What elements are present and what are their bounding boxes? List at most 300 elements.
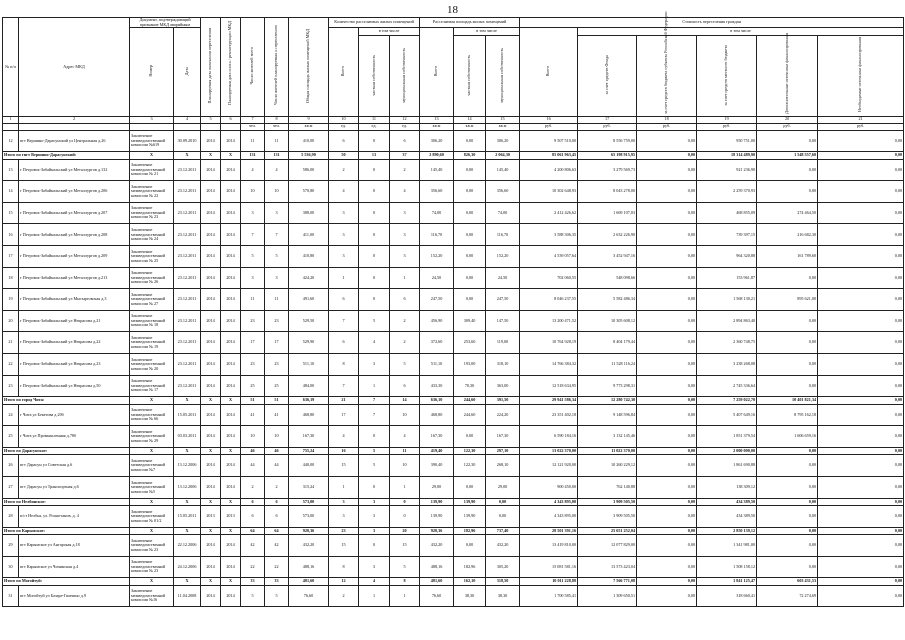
subtotal-cell: 25 651 252,04 — [578, 527, 637, 535]
table-cell: 4 343 895,00 — [520, 506, 578, 528]
units-row — [3, 123, 904, 130]
header-area-municipal: муниципальная собственность — [486, 36, 520, 117]
table-cell: 139,90 — [454, 506, 486, 528]
subtotal-cell: 5 — [359, 447, 390, 455]
table-cell: 20 — [3, 310, 19, 332]
table-cell: 2014 — [221, 246, 241, 268]
table-cell: 30.09.2010 — [174, 130, 201, 152]
table-cell: 5 — [265, 585, 289, 607]
table-cell: 434 389,50 — [697, 506, 757, 528]
subtotal-cell: X — [201, 397, 221, 405]
table-cell: 4 — [329, 181, 359, 203]
table-cell: Заключение межведомственной комиссии № 23 — [130, 535, 174, 557]
table-cell: 0,00 — [818, 130, 904, 152]
table-cell: 2 360 748,75 — [697, 332, 757, 354]
subtotal-cell: X — [174, 447, 201, 455]
table-cell: 74,00 — [486, 202, 520, 224]
table-cell: 0,00 — [454, 267, 486, 289]
table-cell: 1 — [390, 477, 420, 499]
table-cell: 15 081 581,16 — [520, 556, 578, 578]
table-cell: 529,90 — [289, 332, 329, 354]
table-cell: 24,50 — [420, 267, 454, 289]
table-cell: 0,00 — [454, 289, 486, 311]
table-cell: 161 789,60 — [757, 246, 818, 268]
table-cell: 0,00 — [637, 310, 697, 332]
table-cell: 4 200 806,63 — [520, 159, 578, 181]
subtotal-cell: 0,00 — [637, 447, 697, 455]
table-cell: 3 132 145,46 — [578, 426, 637, 448]
table-cell: 488,16 — [420, 556, 454, 578]
table-row — [3, 535, 904, 557]
unit-cell — [174, 123, 201, 130]
subtotal-row — [3, 578, 904, 586]
table-cell: 3 238 268,08 — [697, 354, 757, 376]
subtotal-cell: 2 890,60 — [420, 152, 454, 160]
table-cell: 8 556 759,00 — [578, 130, 637, 152]
table-row — [3, 159, 904, 181]
table-cell: 1 309 650,51 — [578, 585, 637, 607]
column-number-cell: 5 — [201, 116, 221, 123]
table-cell: 2014 — [221, 535, 241, 557]
table-cell: 1 568 130,21 — [697, 289, 757, 311]
table-cell: 1 861 690,88 — [697, 455, 757, 477]
header-total-area: Общая площадь жилых помещений МКД — [289, 18, 329, 117]
table-cell: 11 — [265, 130, 289, 152]
table-cell: пгт Вершино-Дарасунский ул Центральная д.26 — [19, 130, 130, 152]
table-cell: Заключение межведомственной комиссии № 26 — [130, 267, 174, 289]
table-cell: 2014 — [221, 404, 241, 426]
table-cell: г Петровск-Забайкальский ул Металлургов д.208 — [19, 224, 130, 246]
subtotal-cell: X — [130, 447, 174, 455]
table-cell: 0 — [359, 130, 390, 152]
subtotal-cell: 0,00 — [486, 498, 520, 506]
table-cell: 2014 — [201, 332, 221, 354]
table-row — [3, 556, 904, 578]
subtotal-cell: 3 — [359, 498, 390, 506]
subtotal-cell: 0,00 — [637, 152, 697, 160]
column-number-cell: 6 — [221, 116, 241, 123]
subtotal-cell: X — [201, 447, 221, 455]
table-cell: 0,00 — [818, 159, 904, 181]
subtotal-cell: 0,00 — [637, 527, 697, 535]
table-cell: 13.12.2006 — [174, 455, 201, 477]
table-cell: 7 — [329, 375, 359, 397]
header-cost-unneeded: Необходимые источники финансирования — [818, 36, 904, 117]
table-cell: 0,00 — [757, 267, 818, 289]
table-cell: 0 — [359, 477, 390, 499]
subtotal-cell: 0,00 — [637, 397, 697, 405]
unit-cell: руб. — [697, 123, 757, 130]
table-cell: пгт Карымское ул Ангарская д.18 — [19, 535, 130, 557]
table-cell: 2014 — [221, 426, 241, 448]
table-cell: 4 — [329, 426, 359, 448]
unit-cell — [19, 123, 130, 130]
table-cell: 2014 — [201, 404, 221, 426]
table-cell: 3 — [390, 202, 420, 224]
table-cell: 0,00 — [757, 556, 818, 578]
subtotal-row — [3, 447, 904, 455]
header-area-all: Всего — [420, 28, 454, 117]
subtotal-cell: 7 259 022,70 — [697, 397, 757, 405]
table-cell: 13 — [3, 159, 19, 181]
table-cell: г Чита ул Бекетова д.20б — [19, 404, 130, 426]
subtotal-cell: 2 064,30 — [486, 152, 520, 160]
table-cell: 5 407 649,16 — [697, 404, 757, 426]
table-cell: 10 — [265, 426, 289, 448]
table-cell: Заключение межведомственной комиссии № 01/2 — [130, 506, 174, 528]
table-cell: 573,00 — [289, 506, 329, 528]
table-cell: 1 700 585,41 — [520, 585, 578, 607]
unit-cell: ед. — [359, 123, 390, 130]
table-cell: 0,00 — [818, 202, 904, 224]
column-number-row — [3, 116, 904, 123]
subtotal-cell: 122,30 — [454, 447, 486, 455]
table-cell: Заключение межведомственной комиссии № 17 — [130, 375, 174, 397]
table-cell: 0,00 — [818, 354, 904, 376]
subtotal-label: Итого по Дарасунское: — [3, 447, 130, 455]
table-cell: 15 — [329, 535, 359, 557]
subtotal-cell: 573,00 — [289, 498, 329, 506]
table-cell: 15 — [390, 535, 420, 557]
table-cell: 2014 — [201, 246, 221, 268]
table-cell: 3 — [241, 202, 265, 224]
table-cell: 23.12.2011 — [174, 310, 201, 332]
table-cell: 0,00 — [757, 354, 818, 376]
table-cell: 247,50 — [420, 289, 454, 311]
subtotal-cell: 18 314 489,90 — [697, 152, 757, 160]
table-cell: 03.03.2011 — [174, 426, 201, 448]
table-cell: 224,20 — [486, 404, 520, 426]
table-cell: 895 621,00 — [757, 289, 818, 311]
table-cell: 2014 — [201, 556, 221, 578]
subtotal-cell: 20 — [390, 527, 420, 535]
table-cell: 0,00 — [637, 404, 697, 426]
table-cell: 5 — [359, 310, 390, 332]
header-area-group: Расселяемая площадь жилых помещений — [420, 18, 520, 28]
subtotal-cell: X — [221, 152, 241, 160]
header-num: № п/п — [3, 18, 19, 117]
table-cell: пгт Дарасун ул Советская д.6 — [19, 455, 130, 477]
header-cost-incl: в том числе — [578, 28, 904, 36]
table-cell: г Петровск-Забайкальский ул Металлургов д.206 — [19, 181, 130, 203]
table-cell: 11 — [241, 130, 265, 152]
table-cell: 10 — [241, 426, 265, 448]
table-cell: 25 — [241, 375, 265, 397]
table-cell: 119,00 — [486, 332, 520, 354]
unit-cell: чел. — [241, 123, 265, 130]
table-cell: 0 — [359, 267, 390, 289]
table-cell: 152,20 — [420, 246, 454, 268]
subtotal-cell: 65 198 915,95 — [578, 152, 637, 160]
table-cell: 3 — [329, 506, 359, 528]
table-cell: 5 — [359, 455, 390, 477]
table-cell: 0,00 — [637, 332, 697, 354]
table-cell: 390,40 — [420, 455, 454, 477]
table-cell: 0,00 — [454, 224, 486, 246]
table-cell: г Петровск-Забайкальский ул Металлургов д.132 — [19, 159, 130, 181]
table-cell: 10 — [390, 455, 420, 477]
table-cell: 6 — [329, 332, 359, 354]
column-number-cell: 20 — [757, 116, 818, 123]
table-cell: г Петровск-Забайкальский ул Некрасова д.22 — [19, 332, 130, 354]
table-cell: 0,00 — [637, 477, 697, 499]
subtotal-cell: 318,50 — [486, 578, 520, 586]
table-cell: 315,24 — [289, 477, 329, 499]
header-residents-planned: Число жителей планируемых к переселению — [265, 18, 289, 117]
table-cell: 24 — [3, 404, 19, 426]
table-cell: 74,00 — [420, 202, 454, 224]
table-cell: 511,10 — [420, 354, 454, 376]
table-cell: 702 060,55 — [520, 267, 578, 289]
subtotal-cell: X — [130, 578, 174, 586]
table-cell: 147,50 — [486, 310, 520, 332]
unit-cell — [130, 123, 174, 130]
table-cell: 2014 — [221, 181, 241, 203]
table-cell: 31 — [3, 585, 19, 607]
table-cell: 0,00 — [637, 556, 697, 578]
table-cell: 2 894 863,40 — [697, 310, 757, 332]
table-row — [3, 202, 904, 224]
table-cell: 0,00 — [454, 159, 486, 181]
table-cell: 116,70 — [486, 224, 520, 246]
table-cell: Заключение межведомственной комиссии №619 — [130, 130, 174, 152]
subtotal-cell: 0,00 — [818, 152, 904, 160]
unit-cell — [201, 123, 221, 130]
subtotal-cell: 6 — [241, 498, 265, 506]
subtotal-label: Итого по Нелбинское: — [3, 498, 130, 506]
table-cell: 23.12.2011 — [174, 289, 201, 311]
header-cost-group: Стоимость переселения граждан — [520, 18, 904, 28]
column-number-cell: 7 — [241, 116, 265, 123]
table-cell: 24.12.2006 — [174, 556, 201, 578]
subtotal-cell: X — [201, 578, 221, 586]
table-cell: г Петровск-Забайкальский ул Металлургов д.213 — [19, 267, 130, 289]
table-cell: 0,00 — [818, 332, 904, 354]
table-cell: 433,30 — [420, 375, 454, 397]
table-cell: 2014 — [201, 535, 221, 557]
table-cell: 0,00 — [637, 455, 697, 477]
table-cell: 3 — [359, 354, 390, 376]
table-cell: 2014 — [201, 202, 221, 224]
table-body — [3, 123, 904, 607]
table-cell: 2013 — [201, 506, 221, 528]
table-cell: 2014 — [201, 354, 221, 376]
table-cell: 0,00 — [818, 455, 904, 477]
table-cell: 42 — [265, 535, 289, 557]
subtotal-cell: 0,00 — [818, 397, 904, 405]
table-cell: 0,00 — [757, 455, 818, 477]
table-cell: г Петровск-Забайкальский ул Некрасова д.23 — [19, 354, 130, 376]
table-cell: 5 582 486,34 — [578, 289, 637, 311]
subtotal-cell: X — [221, 447, 241, 455]
column-number-cell: 4 — [174, 116, 201, 123]
table-cell: 6 — [241, 506, 265, 528]
subtotal-cell: 23 — [329, 527, 359, 535]
column-number-cell: 17 — [578, 116, 637, 123]
header-rooms-private: частная собственность — [359, 36, 390, 117]
subtotal-cell: 0,00 — [757, 498, 818, 506]
table-cell: 70,30 — [454, 375, 486, 397]
table-cell: 6 — [390, 375, 420, 397]
table-cell: 0 — [359, 289, 390, 311]
unit-cell — [221, 123, 241, 130]
table-cell: 0 — [359, 426, 390, 448]
header-cost-local: за счет средств местного бюджета — [697, 36, 757, 117]
unit-cell: кв.м — [289, 123, 329, 130]
table-cell: г Петровск-Забайкальский ул Некрасова д.50 — [19, 375, 130, 397]
subtotal-cell: 13 022 370,00 — [520, 447, 578, 455]
table-cell: 2014 — [201, 224, 221, 246]
subtotal-row — [3, 498, 904, 506]
table-cell: Заключение межведомственной комиссии №16 — [130, 585, 174, 607]
table-cell: 44 — [241, 455, 265, 477]
table-row — [3, 332, 904, 354]
table-cell: 23 — [265, 310, 289, 332]
subtotal-cell: 5 536,90 — [289, 152, 329, 160]
subtotal-cell: 481,60 — [420, 578, 454, 586]
table-cell: 12 077 829,00 — [578, 535, 637, 557]
table-cell: 2 — [390, 332, 420, 354]
table-cell: 2 632 226,90 — [578, 224, 637, 246]
table-row — [3, 289, 904, 311]
header-cost-regional: за счет средств бюджета субъекта Российской Федерации — [637, 36, 697, 117]
table-cell: Заключение межведомственной комиссии № 23 — [130, 556, 174, 578]
subtotal-cell: X — [221, 578, 241, 586]
subtotal-cell: 603 431,53 — [757, 578, 818, 586]
column-number-cell: 21 — [818, 116, 904, 123]
subtotal-cell: 244,60 — [454, 397, 486, 405]
subtotal-cell: 636,19 — [289, 397, 329, 405]
table-cell: 468,80 — [289, 404, 329, 426]
unit-cell: руб. — [578, 123, 637, 130]
subtotal-cell: 3 — [359, 527, 390, 535]
subtotal-cell: X — [174, 397, 201, 405]
subtotal-cell: X — [221, 397, 241, 405]
table-cell: 2014 — [201, 159, 221, 181]
table-cell: 11 528 116,24 — [578, 354, 637, 376]
table-cell: 0,00 — [818, 585, 904, 607]
table-cell: 23.12.2011 — [174, 332, 201, 354]
table-cell: 22.12.2006 — [174, 535, 201, 557]
subtotal-cell: 131 — [241, 152, 265, 160]
table-cell: 900 450,00 — [520, 477, 578, 499]
header-doc-group: Документ, подтверждающий признание МКД аварийным — [130, 18, 201, 28]
subtotal-cell: 0,00 — [818, 578, 904, 586]
subtotal-cell: 10 401 821,34 — [757, 397, 818, 405]
table-cell: 1 508 158,12 — [697, 556, 757, 578]
table-row — [3, 426, 904, 448]
table-cell: 8 043 278,00 — [578, 181, 637, 203]
subtotal-cell: 139,90 — [454, 498, 486, 506]
subtotal-cell: 0,00 — [818, 447, 904, 455]
table-cell: 2014 — [221, 224, 241, 246]
table-cell: 25 — [3, 426, 19, 448]
table-row — [3, 506, 904, 528]
table-cell: 306,20 — [486, 130, 520, 152]
table-cell: 23.12.2011 — [174, 375, 201, 397]
column-number-cell: 10 — [329, 116, 359, 123]
table-cell: 0,00 — [454, 246, 486, 268]
table-cell: 12 — [3, 130, 19, 152]
subtotal-row — [3, 527, 904, 535]
header-planned-demolition: Планируемая дата сноса / реконструкции МКД — [221, 18, 241, 117]
table-cell: 116,70 — [420, 224, 454, 246]
table-cell: 1 — [329, 267, 359, 289]
table-cell: 0,00 — [454, 535, 486, 557]
table-cell: 76,60 — [420, 585, 454, 607]
table-cell: 0,00 — [818, 181, 904, 203]
table-cell: Заключение межведомственной комиссии № 19 — [130, 332, 174, 354]
table-cell: 0,00 — [637, 535, 697, 557]
table-cell: 5 — [241, 585, 265, 607]
subtotal-cell: 0,00 — [818, 527, 904, 535]
subtotal-cell: X — [201, 527, 221, 535]
table-cell: 23 — [265, 354, 289, 376]
table-cell: 8 — [329, 354, 359, 376]
table-cell: 3 — [390, 246, 420, 268]
subtotal-cell: 139,90 — [420, 498, 454, 506]
header-doc-number: Номер — [130, 28, 174, 117]
table-cell: 10 — [241, 181, 265, 203]
table-cell: 0 — [359, 224, 390, 246]
table-cell: 23.12.2011 — [174, 181, 201, 203]
subtotal-cell: 0,00 — [637, 578, 697, 586]
table-cell: 1 851 379,54 — [697, 426, 757, 448]
table-cell: 247,50 — [486, 289, 520, 311]
table-cell: 23.12.2011 — [174, 354, 201, 376]
subtotal-cell: 7 — [359, 397, 390, 405]
header-rooms-group: Количество расселяемых жилых помещений — [329, 18, 420, 28]
table-cell: 0,00 — [757, 181, 818, 203]
table-cell: 411,00 — [289, 224, 329, 246]
table-cell: 0,00 — [454, 181, 486, 203]
table-cell: 2014 — [221, 289, 241, 311]
subtotal-cell: X — [174, 527, 201, 535]
table-cell: 2 745 336,64 — [697, 375, 757, 397]
subtotal-cell: 2 850 139,12 — [697, 527, 757, 535]
subtotal-cell: 419,40 — [420, 447, 454, 455]
table-cell: 3 — [390, 224, 420, 246]
table-cell: Заключение межведомственной комиссии № 23 — [130, 202, 174, 224]
table-cell: 2014 — [221, 130, 241, 152]
table-cell: 6 — [265, 506, 289, 528]
table-cell: 6 — [329, 130, 359, 152]
table-cell: 19 — [3, 289, 19, 311]
subtotal-cell: 11 — [390, 447, 420, 455]
column-number-cell: 16 — [520, 116, 578, 123]
table-cell: 468 855,09 — [697, 202, 757, 224]
header-address: Адрес МКД — [19, 18, 130, 117]
table-cell: 0 — [359, 535, 390, 557]
table-cell: 2014 — [221, 477, 241, 499]
column-number-cell: 12 — [390, 116, 420, 123]
table-cell: 762 140,88 — [578, 477, 637, 499]
subtotal-cell: 64 — [265, 527, 289, 535]
table-cell: 2014 — [201, 477, 221, 499]
table-cell: 0,00 — [818, 267, 904, 289]
table-row — [3, 354, 904, 376]
subtotal-cell: 46 — [241, 447, 265, 455]
table-cell: 0,00 — [637, 354, 697, 376]
header-cost-additional: Дополнительные источники финансирования — [757, 36, 818, 117]
table-cell: 0,00 — [637, 246, 697, 268]
table-cell: 388,00 — [289, 202, 329, 224]
table-cell: 1 — [390, 267, 420, 289]
table-cell: 4 — [359, 332, 390, 354]
table-cell: 7 — [329, 310, 359, 332]
table-cell: 29 — [3, 535, 19, 557]
unit-cell: ед. — [390, 123, 420, 130]
